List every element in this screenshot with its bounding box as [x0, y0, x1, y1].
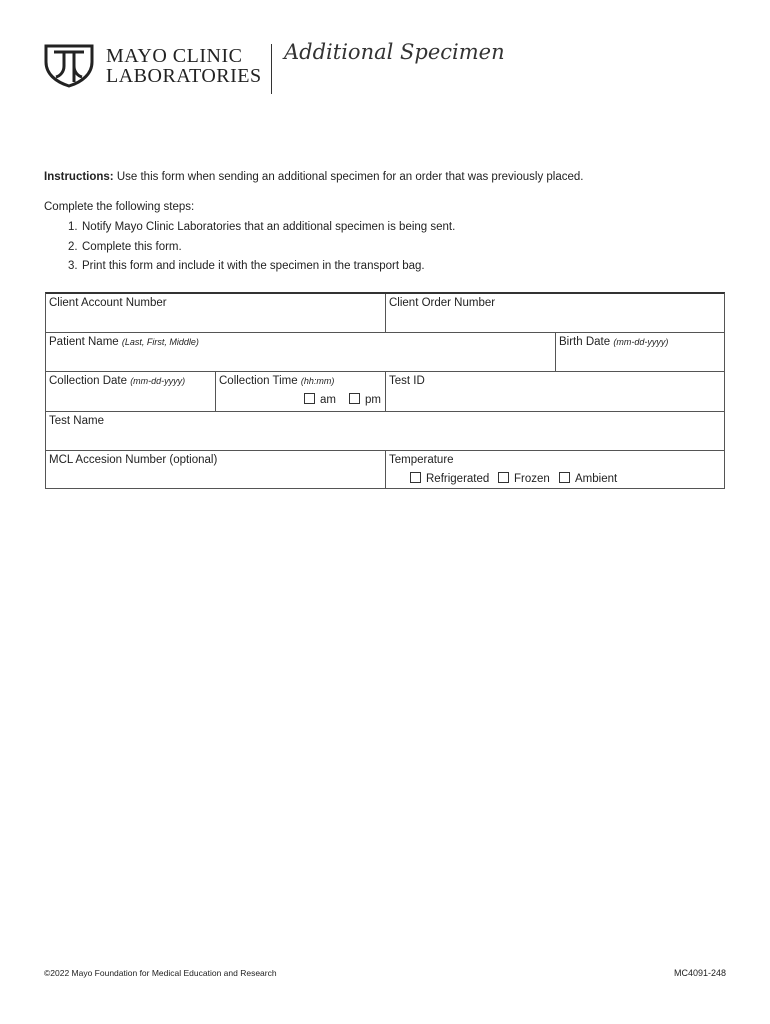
instructions — [44, 170, 734, 185]
steps-intro: Complete the following steps: — [44, 201, 195, 213]
am-checkbox[interactable]: am — [304, 393, 336, 406]
collection-date-field[interactable]: Collection Date (mm-dd-yyyy) — [46, 372, 216, 412]
refrigerated-checkbox[interactable]: Refrigerated — [410, 472, 489, 485]
instructions-label: Instructions: — [44, 171, 114, 183]
document-title: Additional Specimen — [284, 40, 505, 64]
instructions-text: Use this form when sending an additional specimen for an order that was previously placed. — [113, 171, 584, 183]
patient-name-field[interactable]: Patient Name (Last, First, Middle) — [46, 333, 556, 372]
copyright: ©2022 Mayo Foundation for Medical Education and Research — [44, 968, 277, 978]
birth-date-field[interactable]: Birth Date (mm-dd-yyyy) — [556, 333, 724, 372]
step-item: 1. Notify Mayo Clinic Laboratories that an additional specimen is being sent. — [68, 221, 456, 233]
mayo-clinic-logo — [44, 44, 274, 96]
step-item: 3. Print this form and include it with the specimen in the transport bag. — [68, 260, 425, 272]
mayo-shield-icon — [44, 44, 94, 88]
mcl-accession-number-field[interactable]: MCL Accesion Number (optional) — [46, 451, 386, 489]
frozen-checkbox[interactable]: Frozen — [498, 472, 550, 485]
pm-checkbox[interactable]: pm — [349, 393, 381, 406]
header-divider — [271, 44, 272, 94]
steps-list — [68, 220, 455, 279]
step-item: 2. Complete this form. — [68, 240, 182, 253]
ambient-checkbox[interactable]: Ambient — [559, 472, 617, 485]
temperature-field: Temperature Refrigerated Frozen Ambient — [389, 454, 618, 485]
collection-time-field[interactable]: Collection Time (hh:mm) am pm — [216, 372, 386, 412]
client-order-number-field[interactable]: Client Order Number — [386, 294, 724, 333]
logo-line-1: MAYO CLINIC — [106, 45, 243, 67]
test-id-field[interactable]: Test ID — [386, 372, 724, 412]
test-name-field[interactable]: Test Name — [46, 412, 724, 451]
logo-line-2: LABORATORIES — [106, 65, 262, 87]
specimen-form — [45, 292, 725, 489]
form-code: MC4091-248 — [673, 968, 726, 978]
client-account-number-field[interactable]: Client Account Number — [46, 294, 386, 333]
